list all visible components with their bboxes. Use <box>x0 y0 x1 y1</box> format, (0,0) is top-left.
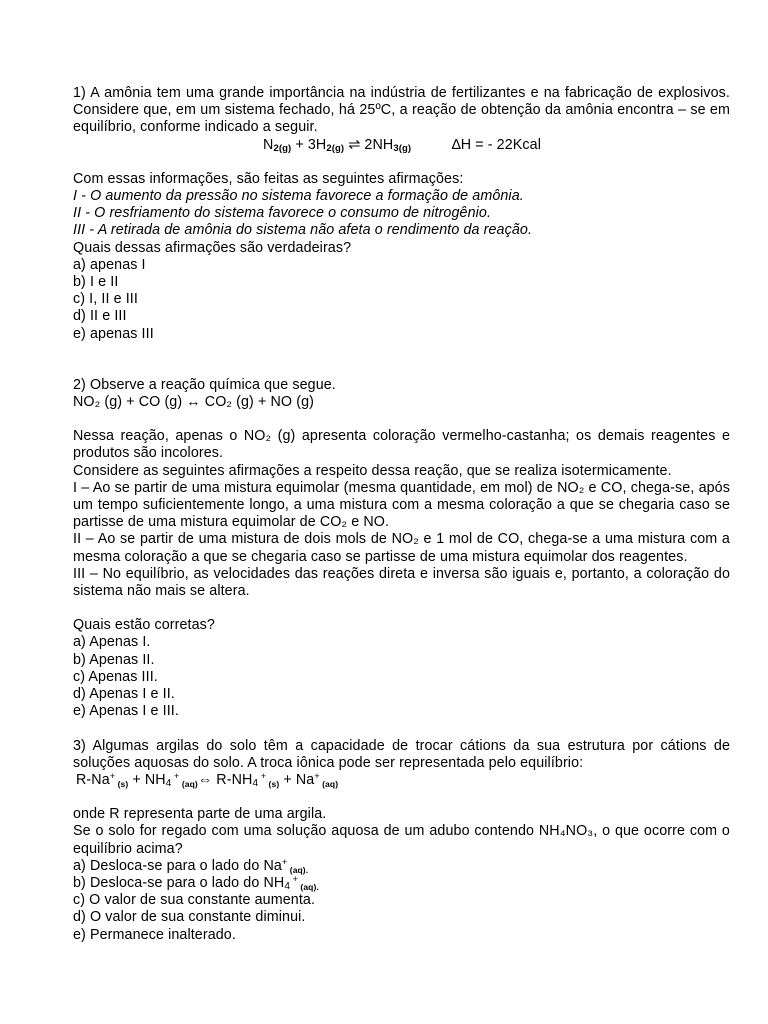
q2-paragraph: Considere as seguintes afirmações a respeito dessa reação, que se realiza isotermicamente. <box>73 462 672 479</box>
eq-sup: + <box>171 770 180 781</box>
option: c) Apenas III. <box>73 668 158 685</box>
eq-sub: (aq). <box>287 864 309 875</box>
eq-sub: (s) <box>115 778 129 789</box>
option: b) Apenas II. <box>73 651 155 668</box>
eq-nh3: 2NH <box>364 136 394 153</box>
q1-question: Quais dessas afirmações são verdadeiras? <box>73 239 352 256</box>
eq-sup: + <box>109 770 116 781</box>
eq-na: + Na <box>279 771 315 788</box>
eq-sub: (aq) <box>319 778 339 789</box>
option-text: a) Desloca-se para o lado do Na <box>73 857 282 874</box>
q2-equation: NO₂ (g) + CO (g) ↔ CO₂ (g) + NO (g) <box>73 394 314 411</box>
option: d) Apenas I e II. <box>73 686 175 703</box>
option: a) apenas I <box>73 256 146 273</box>
eq-rna: R-Na <box>76 771 110 788</box>
option: a) Apenas I. <box>73 634 151 651</box>
eq-sub: (aq). <box>297 881 319 892</box>
statement: I - O aumento da pressão no sistema favorece a formação de amônia. <box>73 188 524 205</box>
statement: II - O resfriamento do sistema favorece o consumo de nitrogênio. <box>73 205 492 222</box>
eq-sup: + <box>258 770 267 781</box>
eq-n2: N <box>263 136 274 153</box>
enthalpy: ∆H = - 22Kcal <box>451 136 541 153</box>
q1-lead: Com essas informações, são feitas as seguintes afirmações: <box>73 170 464 187</box>
q3-intro: 3) Algumas argilas do solo têm a capacidade de trocar cátions da sua estrutura por cátions de soluções aquosas do solo. A troca iônica pode ser representada pelo equilíbrio: <box>73 737 730 771</box>
q1-intro: 1) A amônia tem uma grande importância na indústria de fertilizantes e na fabricação de explosivos. Considere que, em um sistema fechado, há 25ºC, a reação de obtenção da amônia encontra – se em equilíbrio, conforme indicado a seguir. <box>73 85 730 136</box>
eq-sup: + <box>289 873 298 884</box>
equilibrium-arrow: ⇌ <box>344 136 365 153</box>
eq-sub: 4 <box>165 777 172 789</box>
q2-paragraph: Nessa reação, apenas o NO₂ (g) apresenta coloração vermelho-castanha; os demais reagentes e produtos são incolores. <box>73 428 730 462</box>
option: d) O valor de sua constante diminui. <box>73 909 306 926</box>
q3-paragraph: Se o solo for regado com uma solução aquosa de um adubo contendo NH₄NO₃, o que ocorre com o equilíbrio acima? <box>73 823 730 857</box>
q2-intro: 2) Observe a reação química que segue. <box>73 376 336 393</box>
eq-h2: + 3H <box>291 136 327 153</box>
option: b) I e II <box>73 274 119 291</box>
option-text: b) Desloca-se para o lado do NH <box>73 874 285 891</box>
eq-nh4: + NH <box>128 771 166 788</box>
eq-sub: 4 <box>252 777 259 789</box>
eq-sub: 2(g) <box>273 142 292 154</box>
eq-sub: 4 <box>284 880 290 892</box>
statement: III - A retirada de amônia do sistema não afeta o rendimento da reação. <box>73 222 533 239</box>
eq-rnh4: R-NH <box>212 771 253 788</box>
statement: II – Ao se partir de uma mistura de dois mols de NO₂ e 1 mol de CO, chega-se a uma mistura com a mesma coloração a que se chegaria caso se partisse de uma mistura equimolar dos reagentes. <box>73 531 730 565</box>
option: c) I, II e III <box>73 291 138 308</box>
eq-sup: + <box>314 770 320 781</box>
eq-sub: 2(g) <box>326 142 345 154</box>
option: e) Apenas I e III. <box>73 703 179 720</box>
eq-sub: 3(g) <box>393 142 412 154</box>
statement: III – No equilíbrio, as velocidades das reações direta e inversa são iguais e, portanto, a coloração do sistema não mais se altera. <box>73 565 730 600</box>
eq-sub: (aq) <box>179 778 198 789</box>
option: c) O valor de sua constante aumenta. <box>73 892 316 909</box>
option: e) apenas III <box>73 325 154 342</box>
option: e) Permanece inalterado. <box>73 926 236 943</box>
option <box>73 858 730 875</box>
equilibrium-arrow: ⇔ <box>197 771 213 788</box>
q2-question: Quais estão corretas? <box>73 617 215 634</box>
statement: I – Ao se partir de uma mistura equimolar (mesma quantidade, em mol) de NO₂ e CO, chega-se, após um tempo suficientemente longo, a uma mistura com a mesma coloração a que se chegaria caso se partisse de uma mistura equimolar de CO₂ e NO. <box>73 479 730 531</box>
eq-sup: + <box>281 856 288 867</box>
q3-equation <box>73 772 730 789</box>
option <box>73 875 730 892</box>
option: d) II e III <box>73 308 127 325</box>
eq-sub: (s) <box>266 778 280 789</box>
q1-equation <box>73 137 730 154</box>
document-page <box>73 85 730 944</box>
q3-paragraph: onde R representa parte de uma argila. <box>73 806 327 823</box>
